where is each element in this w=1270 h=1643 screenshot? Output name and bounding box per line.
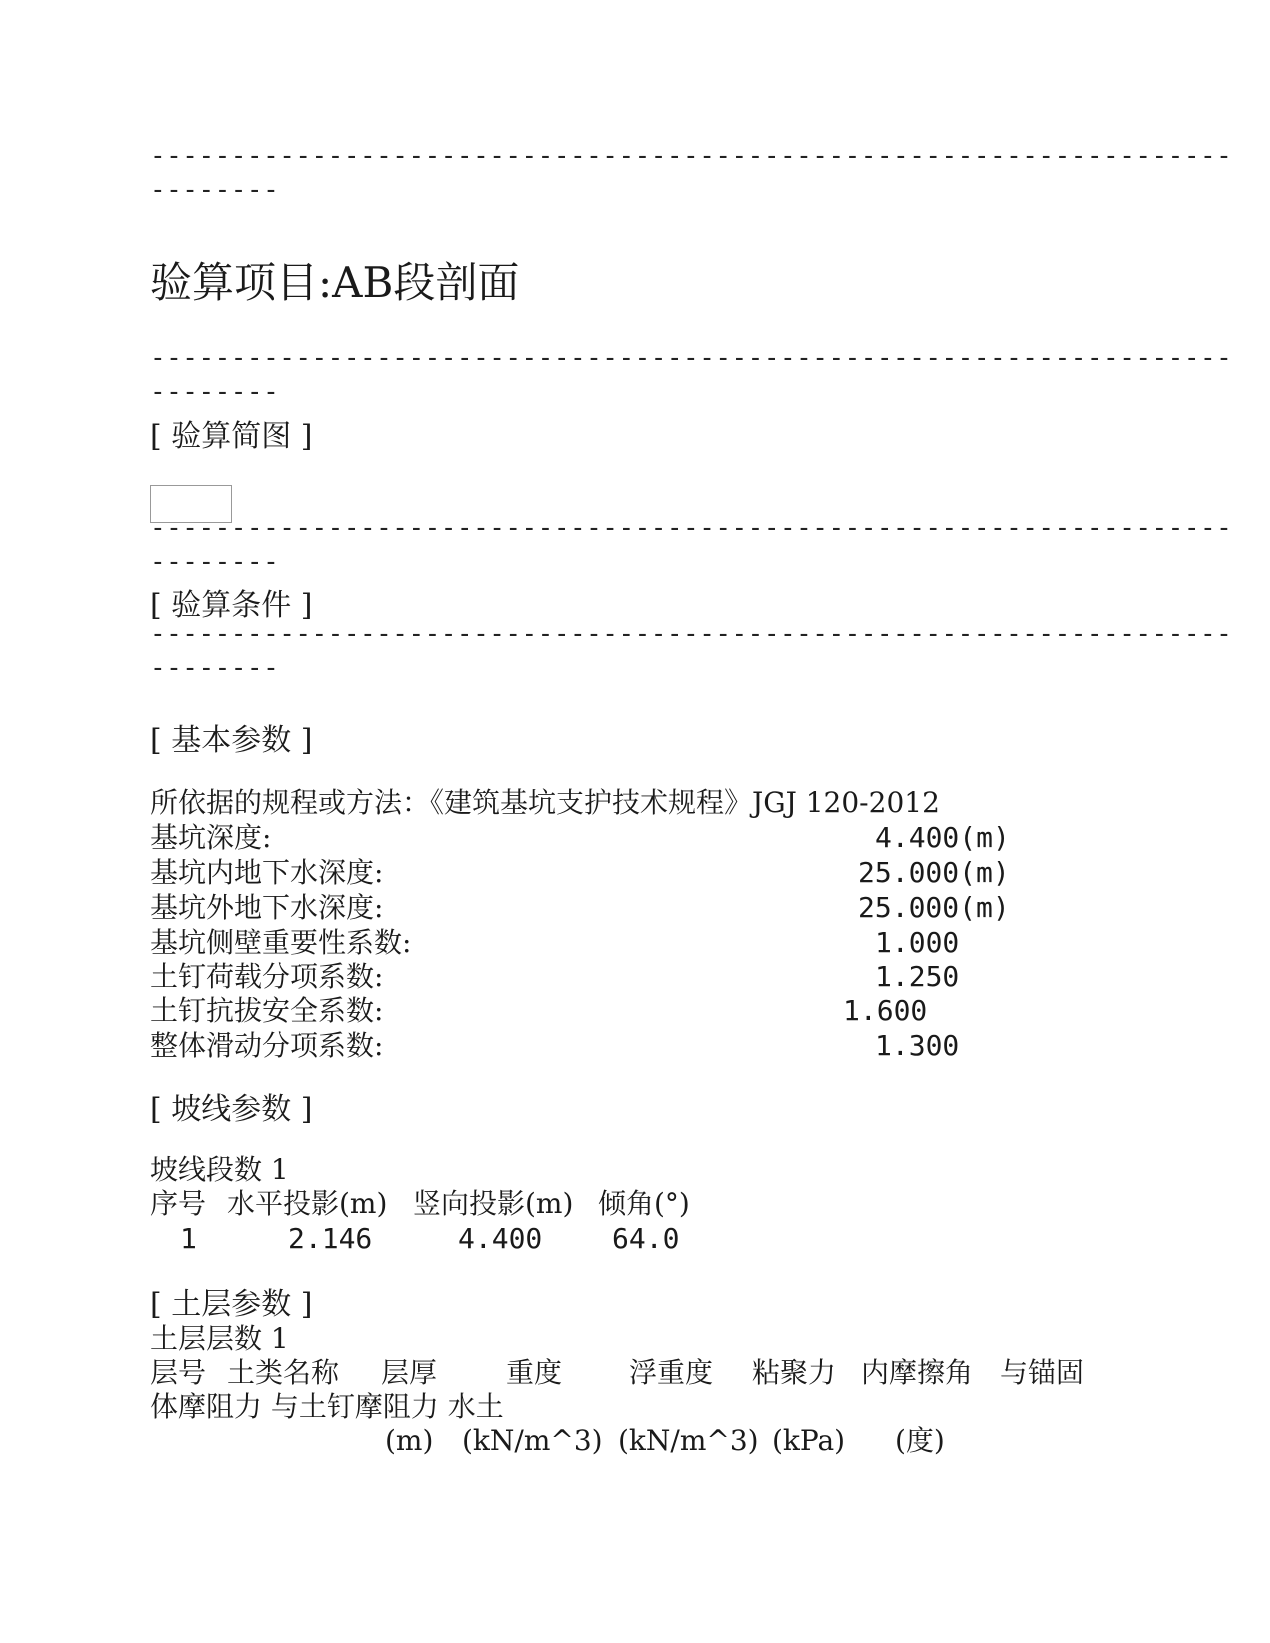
param-label-sliding: 整体滑动分项系数: xyxy=(150,1029,384,1062)
param-label-outer-water: 基坑外地下水深度: xyxy=(150,891,384,924)
param-label-importance: 基坑侧壁重要性系数: xyxy=(150,926,412,959)
separator-line-tail: -------- xyxy=(150,653,280,683)
param-label-nail-load: 土钉荷载分项系数: xyxy=(150,960,384,993)
section-heading-soil: [ 土层参数 ] xyxy=(150,1287,313,1322)
slope-row-horizontal: 2.146 xyxy=(288,1222,373,1255)
section-heading-conditions: [ 验算条件 ] xyxy=(150,588,313,623)
soil-header-cohesion: 粘聚力 xyxy=(752,1356,837,1389)
param-value-importance: 1.000 xyxy=(875,926,960,959)
soil-unit-cohesion: (kPa) xyxy=(772,1424,846,1457)
soil-unit-thickness: (m) xyxy=(385,1424,434,1457)
slope-row-angle: 64.0 xyxy=(612,1222,680,1255)
soil-header-anchor: 与锚固 xyxy=(1000,1356,1085,1389)
param-value-nail-load: 1.250 xyxy=(875,960,960,993)
page-title: 验算项目:AB段剖面 xyxy=(150,258,520,307)
separator-line: ------------------------------------------------------------------- xyxy=(150,343,1233,373)
param-value-pit-depth: 4.400(m) xyxy=(875,821,1010,854)
section-heading-slope: [ 坡线参数 ] xyxy=(150,1092,313,1127)
param-value-inner-water: 25.000(m) xyxy=(858,856,1010,889)
param-value-nail-pullout: 1.600 xyxy=(843,994,928,1027)
param-label-nail-pullout: 土钉抗拔安全系数: xyxy=(150,994,384,1027)
slope-row-index: 1 xyxy=(180,1222,197,1255)
soil-unit-weight: (kN/m^3) xyxy=(462,1424,603,1457)
slope-row-vertical: 4.400 xyxy=(458,1222,543,1255)
separator-line: ------------------------------------------------------------------- xyxy=(150,513,1233,543)
slope-header-index: 序号 xyxy=(150,1187,207,1220)
section-heading-basic: [ 基本参数 ] xyxy=(150,723,313,758)
soil-header-index: 层号 xyxy=(150,1356,207,1389)
param-label-pit-depth: 基坑深度: xyxy=(150,821,272,854)
param-value-outer-water: 25.000(m) xyxy=(858,891,1010,924)
separator-line: ------------------------------------------------------------------- xyxy=(150,619,1233,649)
soil-unit-buoyant: (kN/m^3) xyxy=(618,1424,759,1457)
slope-header-vertical: 竖向投影(m) xyxy=(413,1187,574,1220)
soil-count: 土层层数 1 xyxy=(150,1322,289,1355)
section-heading-diagram: [ 验算简图 ] xyxy=(150,419,313,454)
separator-line-tail: -------- xyxy=(150,175,280,205)
separator-line-tail: -------- xyxy=(150,547,280,577)
soil-header-name: 土类名称 xyxy=(227,1356,340,1389)
soil-header-line2: 体摩阻力 与土钉摩阻力 水土 xyxy=(150,1390,504,1423)
slope-count: 坡线段数 1 xyxy=(150,1153,289,1186)
soil-header-friction-angle: 内摩擦角 xyxy=(861,1356,974,1389)
soil-header-thickness: 层厚 xyxy=(381,1356,438,1389)
param-label-method: 所依据的规程或方法：《建筑基坑支护技术规程》JGJ 120-2012 xyxy=(150,786,940,819)
param-value-sliding: 1.300 xyxy=(875,1029,960,1062)
soil-header-unit-weight: 重度 xyxy=(506,1356,563,1389)
soil-unit-angle: (度) xyxy=(895,1424,945,1457)
slope-header-horizontal: 水平投影(m) xyxy=(227,1187,388,1220)
separator-line-tail: -------- xyxy=(150,377,280,407)
soil-header-buoyant-weight: 浮重度 xyxy=(629,1356,714,1389)
slope-header-angle: 倾角(°) xyxy=(598,1187,690,1220)
separator-line: ------------------------------------------------------------------- xyxy=(150,141,1233,171)
param-label-inner-water: 基坑内地下水深度: xyxy=(150,856,384,889)
